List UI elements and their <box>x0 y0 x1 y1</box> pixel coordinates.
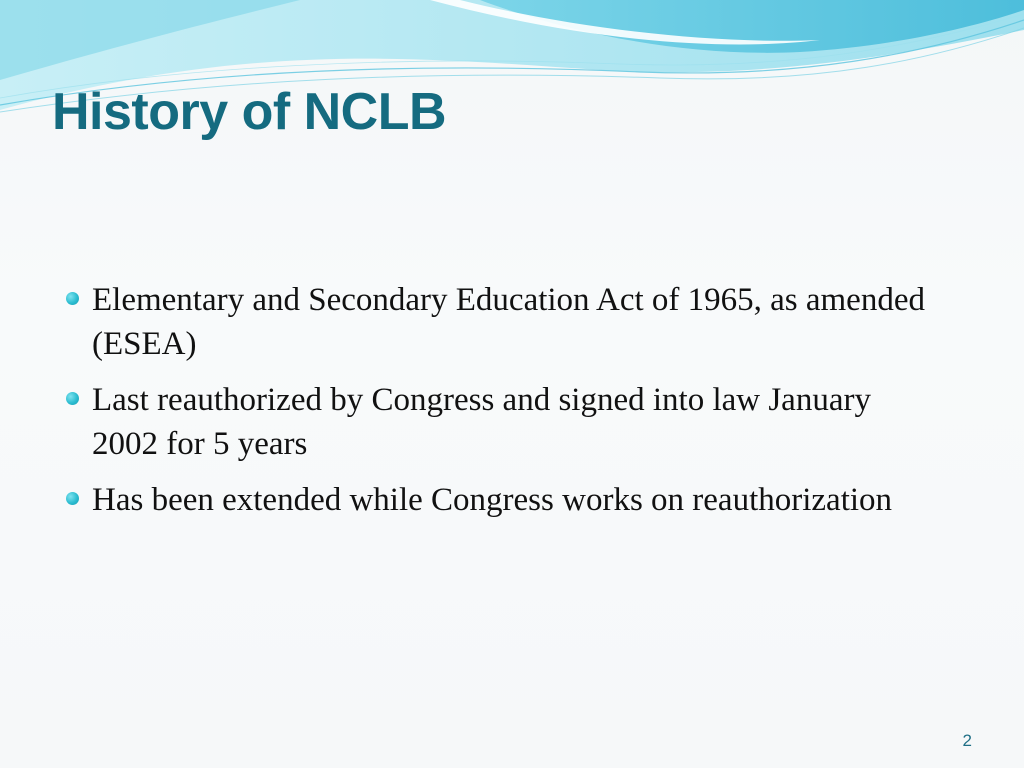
bullet-dot-icon <box>66 492 79 505</box>
bullet-text: Elementary and Secondary Education Act of 1965, as amended (ESEA) <box>92 282 925 362</box>
list-item <box>62 278 942 366</box>
bullet-text: Last reauthorized by Congress and signed into law January 2002 for 5 years <box>92 382 871 462</box>
bullet-dot-icon <box>66 392 79 405</box>
list-item <box>62 378 942 466</box>
bullet-list <box>62 278 942 534</box>
bullet-dot-icon <box>66 292 79 305</box>
slide-title: History of NCLB <box>52 83 447 141</box>
bullet-text: Has been extended while Congress works on reauthorization <box>92 482 893 518</box>
page-number: 2 <box>962 731 972 750</box>
list-item <box>62 478 942 522</box>
